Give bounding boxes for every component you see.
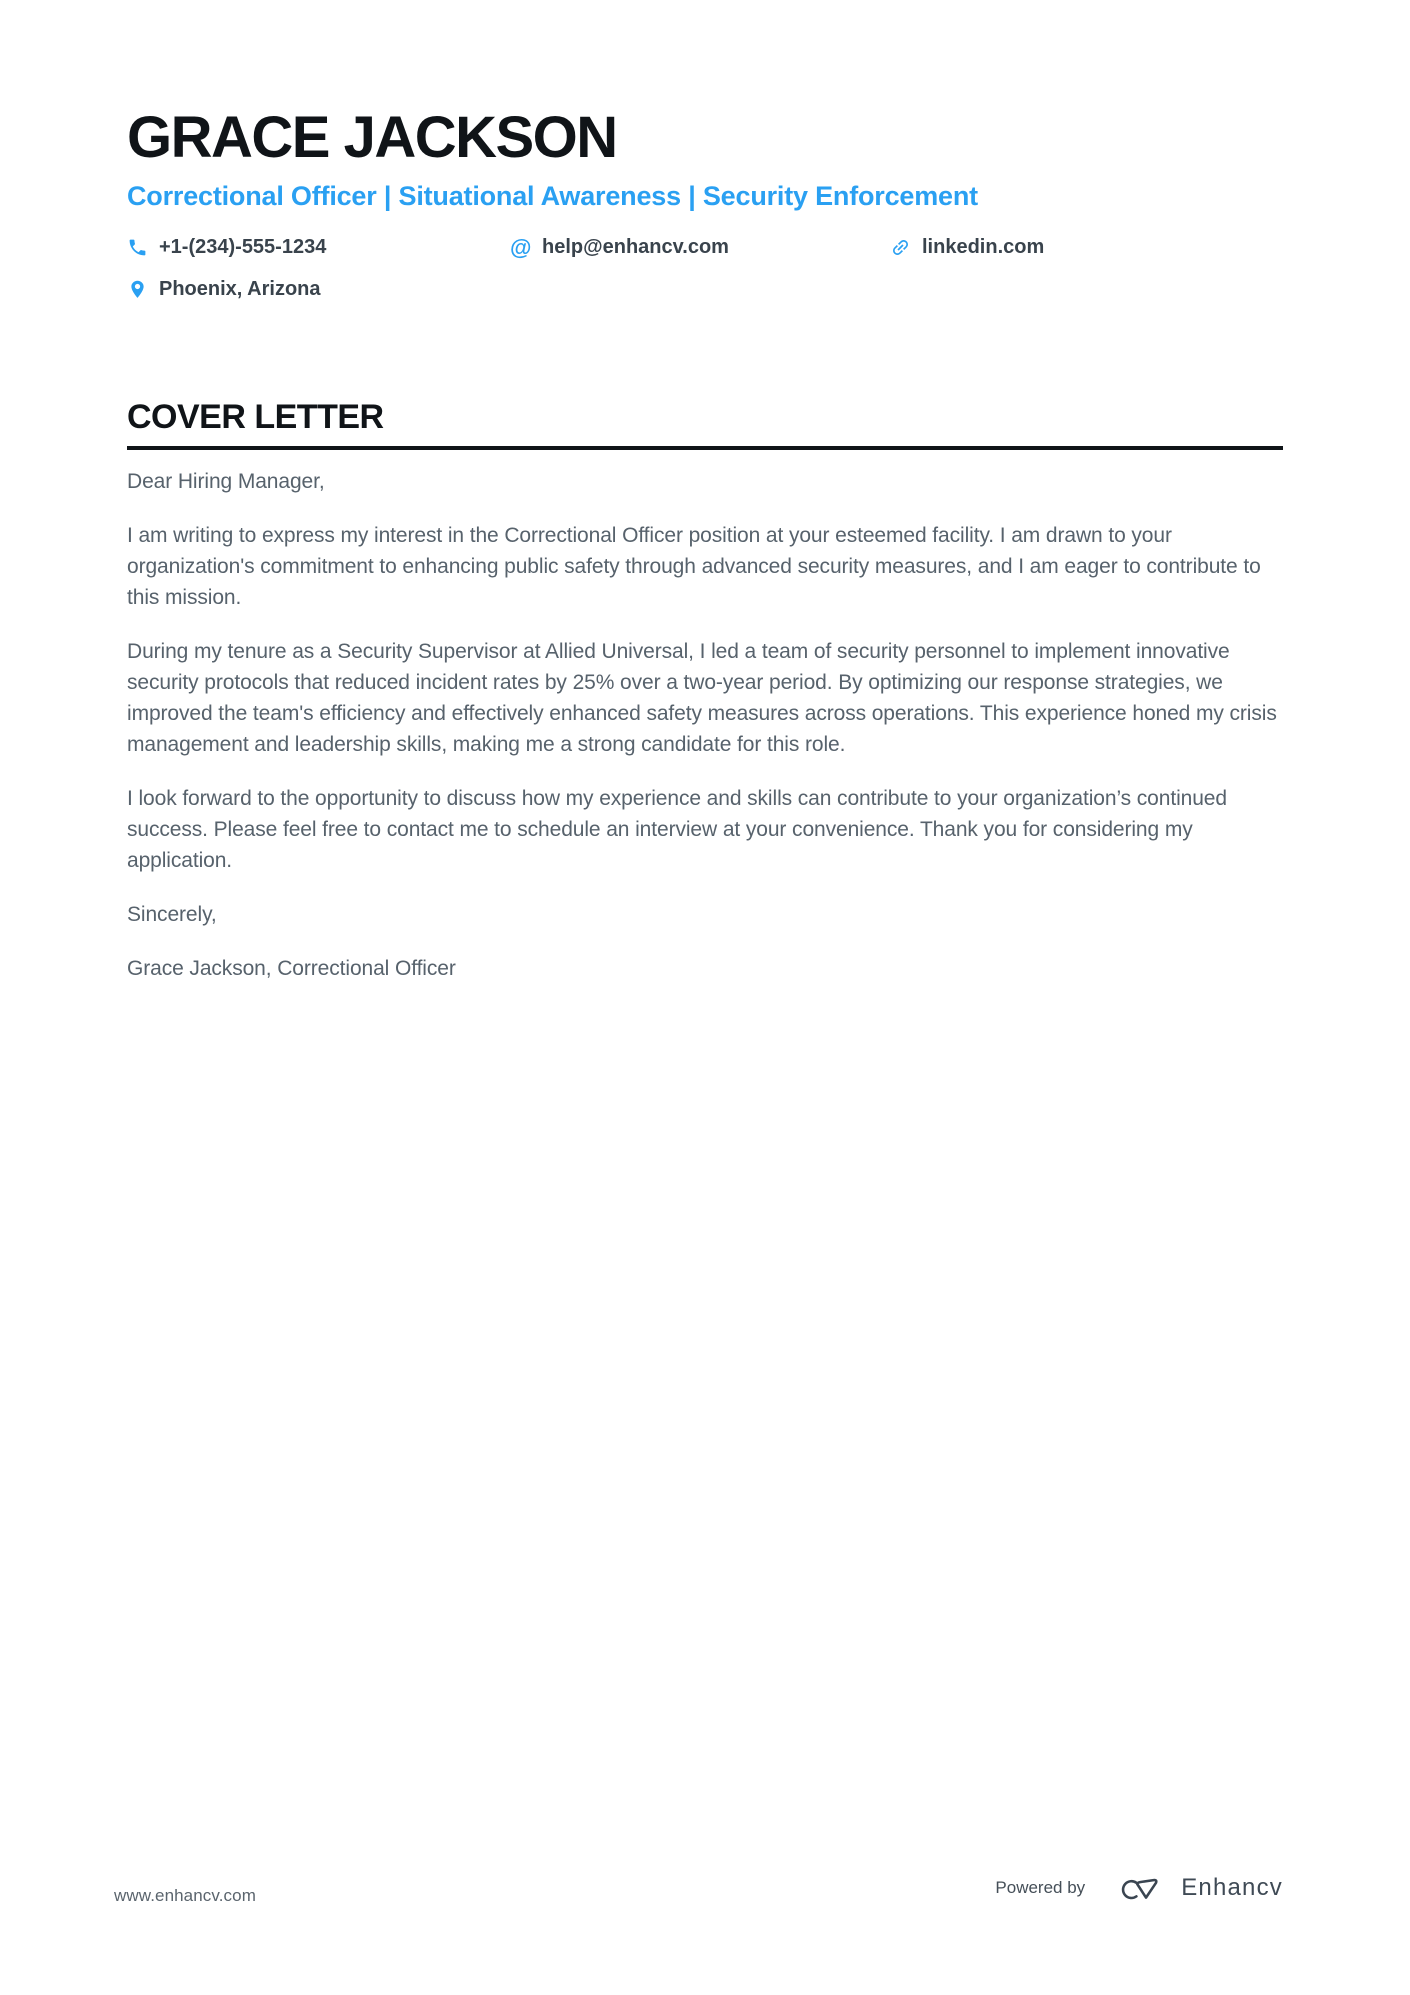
candidate-headline: Correctional Officer | Situational Awareness | Security Enforcement bbox=[127, 181, 978, 212]
email-address: help@enhancv.com bbox=[542, 236, 729, 259]
linkedin-url: linkedin.com bbox=[922, 236, 1045, 259]
location-pin-icon bbox=[127, 279, 148, 300]
contact-email[interactable] bbox=[510, 236, 729, 259]
candidate-name: GRACE JACKSON bbox=[127, 105, 617, 170]
letter-paragraph: I look forward to the opportunity to discuss how my experience and skills can contribute to your organization’s continued success. Please feel free to contact me to schedule an interview at your convenience. Thank you for considering my application. bbox=[127, 787, 1227, 872]
contact-linkedin[interactable] bbox=[890, 236, 1044, 259]
phone-icon bbox=[127, 237, 148, 258]
phone-number: +1-(234)-555-1234 bbox=[159, 236, 327, 259]
letter-paragraph: I am writing to express my interest in the Correctional Officer position at your esteemed facility. I am drawn to your organization's commitment to enhancing public safety through advanced security measures, and I am eager to contribute to this mission. bbox=[127, 524, 1261, 609]
letter-closing: Sincerely, bbox=[127, 903, 217, 926]
letter-body bbox=[127, 466, 1283, 1007]
link-icon bbox=[890, 237, 911, 258]
contact-location bbox=[127, 278, 1283, 301]
enhancv-wordmark: Enhancv bbox=[1181, 1874, 1283, 1901]
footer-site-link[interactable]: www.enhancv.com bbox=[114, 1886, 256, 1905]
at-icon: @ bbox=[510, 235, 532, 261]
powered-by-group[interactable] bbox=[995, 1872, 1283, 1904]
contact-row bbox=[127, 236, 1283, 266]
letter-signature: Grace Jackson, Correctional Officer bbox=[127, 957, 456, 980]
powered-by-label: Powered by bbox=[995, 1878, 1086, 1897]
salutation: Dear Hiring Manager, bbox=[127, 470, 325, 493]
contact-phone bbox=[127, 236, 326, 259]
location-text: Phoenix, Arizona bbox=[159, 278, 321, 301]
document-header bbox=[127, 105, 1283, 301]
letter-paragraph: During my tenure as a Security Supervisor at Allied Universal, I led a team of security personnel to implement innovative security protocols that reduced incident rates by 25% over a two-year period. By optimizing our response strategies, we improved the team's efficiency and effectively enhanced safety measures across operations. This experience honed my crisis management and leadership skills, making me a strong candidate for this role. bbox=[127, 640, 1277, 756]
section-heading-cover-letter: COVER LETTER bbox=[127, 398, 1283, 450]
enhancv-logo-icon bbox=[1115, 1872, 1169, 1904]
